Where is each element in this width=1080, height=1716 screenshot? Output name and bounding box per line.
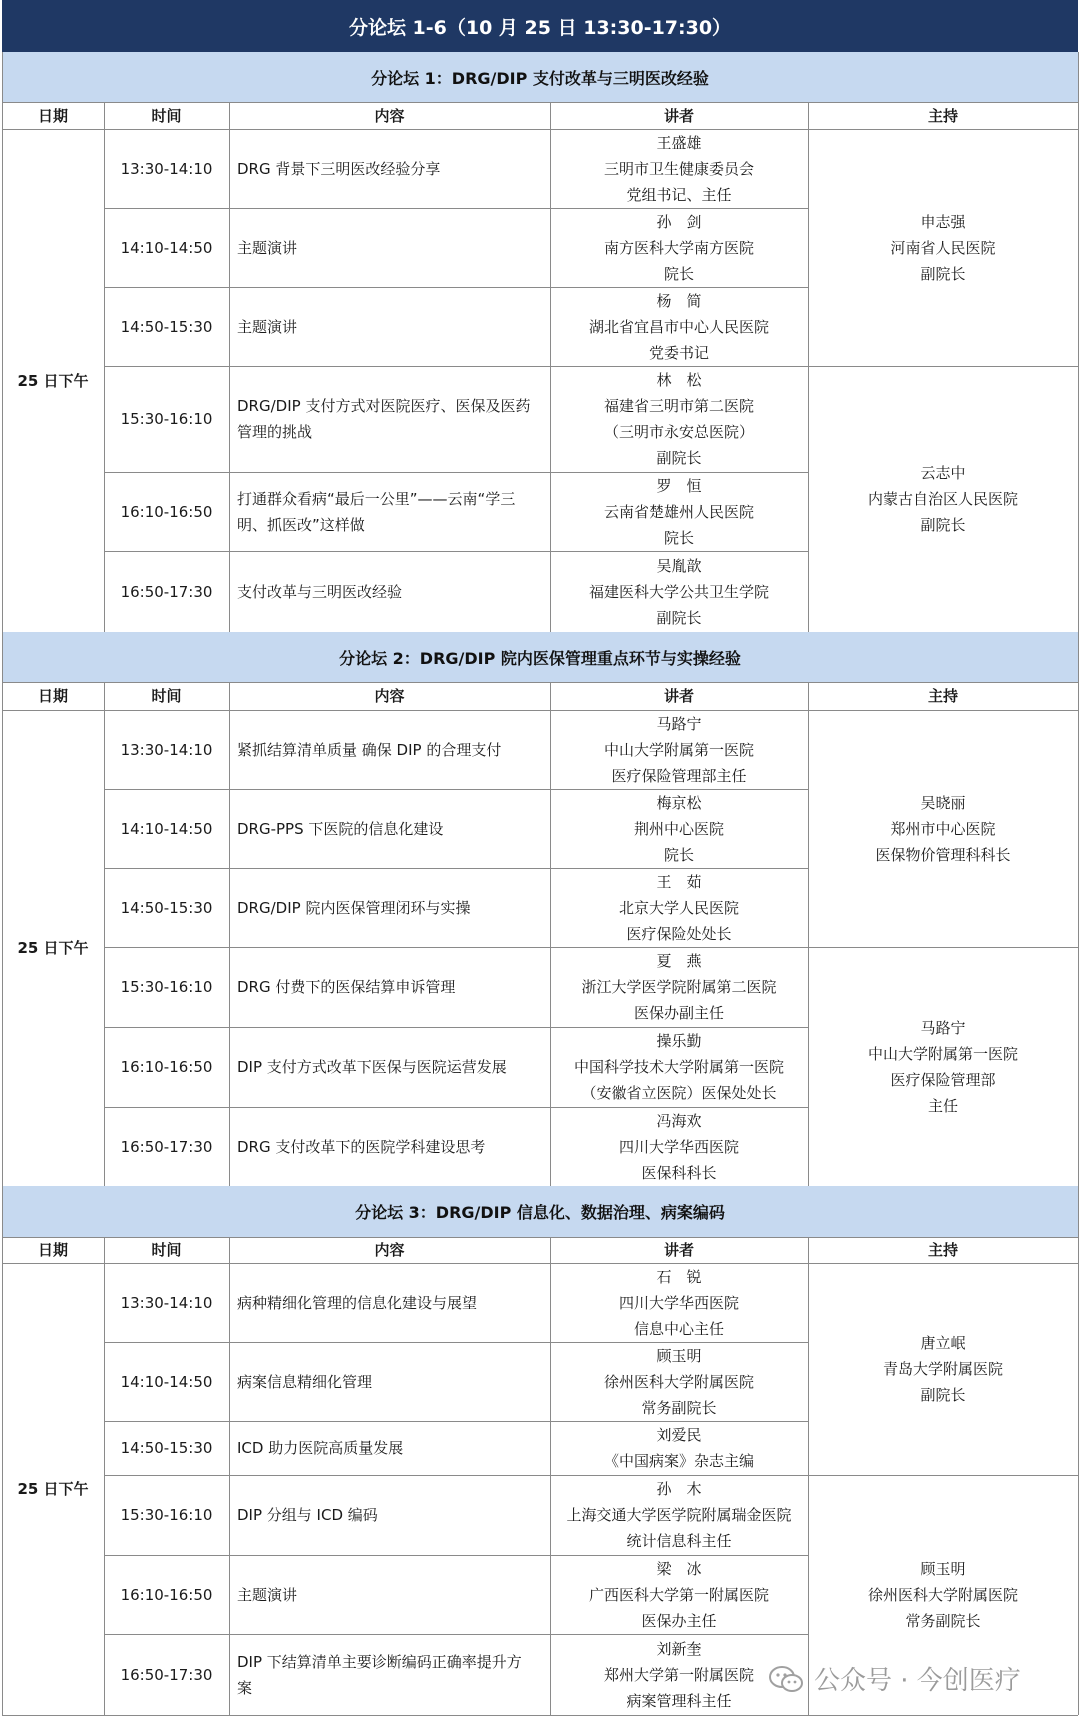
- session-speaker: [550, 1475, 808, 1555]
- host-cell-line: 云志中: [920, 464, 966, 482]
- date-cell-line: 25 日下午: [17, 371, 89, 390]
- session-time: [104, 1027, 229, 1107]
- session-topic-line: 病案信息精细化管理: [237, 1372, 373, 1391]
- host-cell-line: 河南省人民医院: [890, 238, 996, 257]
- page-title: 分论坛 1-6（10 月 25 日 13:30-17:30）: [2, 0, 1078, 52]
- host-cell: [808, 947, 1078, 1186]
- grid-line: [2, 632, 3, 1186]
- session-time: [104, 551, 229, 632]
- column-header-time: [104, 1237, 229, 1263]
- session-topic: [229, 129, 550, 208]
- session-speaker-line: 冯海欢: [656, 1111, 702, 1130]
- grid-line: [2, 1186, 3, 1715]
- session-speaker: [550, 129, 808, 208]
- session-topic-line: 主题演讲: [237, 1585, 298, 1604]
- host-cell-line: 副院长: [920, 1386, 966, 1404]
- session-speaker-line: 操乐勤: [656, 1032, 702, 1050]
- column-header-date-line: 日期: [37, 687, 68, 705]
- session-topic: [229, 947, 550, 1027]
- column-header-host-line: 主持: [927, 106, 958, 125]
- column-header-speaker-line: 讲者: [663, 687, 694, 705]
- host-cell: [808, 1263, 1078, 1475]
- session-speaker-line: 顾玉明: [656, 1346, 702, 1365]
- grid-line: [808, 1475, 1078, 1476]
- session-topic-line: DRG 背景下三明医改经验分享: [237, 159, 441, 178]
- column-header-date-line: 日期: [37, 1241, 68, 1259]
- host-cell: [808, 710, 1078, 947]
- host-cell-line: 徐州医科大学附属医院: [867, 1586, 1018, 1604]
- column-header-content: [229, 1237, 550, 1263]
- session-time-line: 16:10-16:50: [120, 1058, 213, 1076]
- grid-line: [2, 52, 3, 632]
- session-speaker-line: 荆州中心医院: [633, 819, 724, 838]
- session-topic-line: DIP 支付方式改革下医保与医院运营发展: [237, 1058, 507, 1076]
- session-topic: [229, 208, 550, 287]
- session-speaker: [550, 789, 808, 868]
- session-speaker-line: 徐州医科大学附属医院: [603, 1372, 754, 1391]
- watermark: [768, 1660, 1021, 1697]
- column-header-time-line: 时间: [151, 687, 182, 705]
- session-time: [104, 1475, 229, 1555]
- session-speaker-line: 院长: [663, 528, 694, 547]
- grid-line: [808, 102, 809, 632]
- session-speaker: [550, 1107, 808, 1186]
- session-speaker-line: 院长: [663, 845, 694, 864]
- grid-line: [808, 682, 809, 1186]
- watermark-text: 公众号 · 今创医疗: [814, 1666, 1021, 1696]
- session-topic: [229, 1555, 550, 1634]
- session-speaker-line: 病案管理科主任: [626, 1691, 732, 1710]
- column-header-date: [2, 682, 104, 710]
- session-time-line: 13:30-14:10: [120, 1293, 213, 1312]
- session-topic-line: 明、抓医改”这样做: [237, 515, 365, 534]
- session-speaker-line: 吴胤歆: [656, 556, 702, 575]
- session-time-line: 16:10-16:50: [120, 1585, 213, 1604]
- session-topic: [229, 1107, 550, 1186]
- host-cell-line: 常务副院长: [905, 1612, 981, 1630]
- grid-line: [104, 102, 105, 632]
- session-speaker-line: 副院长: [656, 449, 702, 467]
- session-speaker: [550, 1555, 808, 1634]
- date-cell: [2, 129, 104, 632]
- session-time: [104, 129, 229, 208]
- column-header-host: [808, 102, 1078, 129]
- date-cell: [2, 710, 104, 1186]
- session-speaker-line: 中国科学技术大学附属第一医院: [573, 1058, 784, 1076]
- session-time-line: 15:30-16:10: [120, 978, 213, 996]
- host-cell-line: 顾玉明: [920, 1560, 966, 1578]
- session-topic-line: DRG/DIP 支付方式对医院医疗、医保及医药: [237, 397, 531, 415]
- column-header-speaker: [550, 102, 808, 129]
- session-time: [104, 208, 229, 287]
- session-time-line: 14:50-15:30: [120, 317, 213, 336]
- session-speaker-line: 福建省三明市第二医院: [603, 397, 754, 415]
- session-topic: [229, 868, 550, 947]
- session-speaker-line: 医疗保险处处长: [626, 924, 732, 943]
- session-speaker-line: （安徽省立医院）医保处处长: [581, 1084, 777, 1102]
- column-header-speaker: [550, 682, 808, 710]
- forum-title: 分论坛 1：DRG/DIP 支付改革与三明医改经验: [2, 52, 1078, 102]
- session-speaker-line: 杨 简: [656, 291, 702, 310]
- grid-line: [550, 1237, 551, 1715]
- session-time: [104, 868, 229, 947]
- session-topic-line: 支付改革与三明医改经验: [237, 582, 403, 601]
- column-header-time: [104, 682, 229, 710]
- session-topic: [229, 366, 550, 472]
- session-speaker-line: 罗 恒: [656, 476, 702, 495]
- session-topic-line: 案: [237, 1678, 253, 1697]
- host-cell-line: 申志强: [920, 212, 966, 231]
- grid-line: [229, 1237, 230, 1715]
- session-topic: [229, 710, 550, 789]
- session-speaker-line: 医保科科长: [641, 1163, 717, 1182]
- session-speaker-line: 三明市卫生健康委员会: [603, 159, 754, 178]
- session-time: [104, 1263, 229, 1342]
- session-speaker-line: 党组书记、主任: [626, 185, 732, 204]
- session-time-line: 16:50-17:30: [120, 582, 213, 601]
- session-topic-line: DRG-PPS 下医院的信息化建设: [237, 819, 444, 838]
- session-topic-line: DRG 支付改革下的医院学科建设思考: [237, 1137, 486, 1156]
- session-speaker-line: 院长: [663, 264, 694, 283]
- column-header-host: [808, 682, 1078, 710]
- grid-line: [1078, 632, 1079, 1186]
- session-time: [104, 947, 229, 1027]
- session-speaker-line: 中山大学附属第一医院: [603, 740, 754, 759]
- column-header-date: [2, 102, 104, 129]
- session-speaker-line: 林 松: [656, 371, 702, 389]
- session-speaker-line: 医疗保险管理部主任: [611, 766, 747, 785]
- column-header-date: [2, 1237, 104, 1263]
- column-header-time-line: 时间: [151, 106, 182, 125]
- host-cell: [808, 129, 1078, 366]
- column-header-content: [229, 102, 550, 129]
- grid-line: [104, 682, 105, 1186]
- host-cell-line: 医保物价管理科科长: [875, 845, 1011, 864]
- column-header-host-line: 主持: [927, 1241, 958, 1259]
- session-time-line: 13:30-14:10: [120, 740, 213, 759]
- session-topic: [229, 287, 550, 366]
- host-cell-line: 副院长: [920, 516, 966, 534]
- session-speaker-line: 统计信息科主任: [626, 1532, 732, 1550]
- session-speaker: [550, 551, 808, 632]
- grid-line: [1078, 52, 1079, 632]
- session-speaker-line: 王 茹: [656, 872, 702, 891]
- grid-line: [229, 682, 230, 1186]
- grid-line: [808, 947, 1078, 948]
- session-topic: [229, 1027, 550, 1107]
- grid-line: [229, 102, 230, 632]
- forum-title: 分论坛 3：DRG/DIP 信息化、数据治理、病案编码: [2, 1186, 1078, 1237]
- session-topic: [229, 1263, 550, 1342]
- session-speaker-line: 梁 冰: [656, 1559, 702, 1578]
- column-header-time: [104, 102, 229, 129]
- session-time: [104, 1107, 229, 1186]
- host-cell-line: 中山大学附属第一医院: [867, 1044, 1018, 1063]
- session-time: [104, 789, 229, 868]
- session-speaker: [550, 1342, 808, 1421]
- session-speaker: [550, 710, 808, 789]
- session-speaker-line: 党委书记: [648, 343, 709, 362]
- session-speaker-line: 北京大学人民医院: [618, 898, 739, 917]
- session-speaker-line: 王盛雄: [656, 133, 702, 152]
- session-speaker-line: 云南省楚雄州人民医院: [603, 502, 754, 521]
- session-speaker: [550, 868, 808, 947]
- session-speaker-line: 梅京松: [656, 793, 702, 812]
- session-topic: [229, 551, 550, 632]
- host-cell-line: 吴晓丽: [920, 793, 966, 812]
- column-header-speaker-line: 讲者: [663, 1241, 694, 1259]
- session-speaker-line: 郑州大学第一附属医院: [603, 1665, 754, 1684]
- session-topic-line: DIP 分组与 ICD 编码: [237, 1506, 378, 1524]
- session-topic-line: 病种精细化管理的信息化建设与展望: [237, 1293, 478, 1312]
- column-header-time-line: 时间: [151, 1241, 182, 1259]
- session-speaker: [550, 366, 808, 472]
- session-speaker-line: 石 锐: [656, 1267, 702, 1286]
- session-speaker-line: 医保办副主任: [633, 1004, 724, 1022]
- session-speaker: [550, 472, 808, 551]
- column-header-content: [229, 682, 550, 710]
- session-speaker-line: 广西医科大学第一附属医院: [588, 1585, 769, 1604]
- session-topic: [229, 789, 550, 868]
- grid-line: [550, 102, 551, 632]
- session-time: [104, 1342, 229, 1421]
- grid-line: [1078, 1186, 1079, 1715]
- session-time-line: 13:30-14:10: [120, 159, 213, 178]
- session-speaker: [550, 1263, 808, 1342]
- column-header-host: [808, 1237, 1078, 1263]
- session-speaker: [550, 208, 808, 287]
- host-cell-line: 青岛大学附属医院: [882, 1360, 1003, 1378]
- host-cell: [808, 366, 1078, 632]
- session-speaker: [550, 947, 808, 1027]
- host-cell-line: 副院长: [920, 264, 966, 283]
- session-speaker: [550, 1027, 808, 1107]
- session-time-line: 14:10-14:50: [120, 1372, 213, 1391]
- session-speaker-line: 浙江大学医学院附属第二医院: [581, 978, 777, 996]
- session-speaker-line: 刘新奎: [656, 1639, 702, 1658]
- session-time-line: 15:30-16:10: [120, 410, 213, 428]
- session-speaker-line: 孙 木: [656, 1480, 702, 1498]
- session-time: [104, 472, 229, 551]
- session-speaker-line: 副院长: [656, 608, 702, 627]
- session-time: [104, 710, 229, 789]
- session-speaker: [550, 1421, 808, 1475]
- host-cell-line: 郑州市中心医院: [890, 819, 996, 838]
- session-speaker-line: 医保办主任: [641, 1611, 717, 1630]
- session-time-line: 16:10-16:50: [120, 502, 213, 521]
- session-topic-line: 管理的挑战: [237, 423, 313, 441]
- session-time: [104, 1634, 229, 1715]
- column-header-date-line: 日期: [37, 106, 68, 125]
- session-time: [104, 366, 229, 472]
- session-topic: [229, 1342, 550, 1421]
- date-cell-line: 25 日下午: [17, 939, 89, 957]
- host-cell-line: 马路宁: [920, 1018, 966, 1037]
- column-header-speaker: [550, 1237, 808, 1263]
- grid-line: [550, 682, 551, 1186]
- session-topic-line: DIP 下结算清单主要诊断编码正确率提升方: [237, 1652, 522, 1671]
- session-time-line: 15:30-16:10: [120, 1506, 213, 1524]
- grid-line: [808, 1237, 809, 1715]
- session-speaker-line: 夏 燕: [656, 952, 702, 970]
- host-cell-line: 内蒙古自治区人民医院: [867, 490, 1018, 508]
- host-cell-line: 唐立岷: [920, 1334, 966, 1352]
- session-topic-line: ICD 助力医院高质量发展: [237, 1439, 404, 1457]
- session-speaker-line: 信息中心主任: [633, 1319, 724, 1338]
- session-speaker-line: 四川大学华西医院: [618, 1293, 739, 1312]
- wechat-icon: [768, 1665, 804, 1693]
- column-header-host-line: 主持: [927, 687, 958, 705]
- host-cell-line: 医疗保险管理部: [890, 1070, 996, 1089]
- session-topic-line: 紧抓结算清单质量 确保 DIP 的合理支付: [237, 740, 502, 759]
- session-speaker-line: 马路宁: [656, 714, 702, 733]
- session-time-line: 14:10-14:50: [120, 238, 213, 257]
- session-time-line: 16:50-17:30: [120, 1137, 213, 1156]
- session-time-line: 14:50-15:30: [120, 1439, 213, 1457]
- session-topic-line: DRG/DIP 院内医保管理闭环与实操: [237, 898, 471, 917]
- session-time-line: 14:10-14:50: [120, 819, 213, 838]
- session-topic: [229, 1475, 550, 1555]
- grid-line: [808, 366, 1078, 367]
- session-time: [104, 1421, 229, 1475]
- forum-title: 分论坛 2：DRG/DIP 院内医保管理重点环节与实操经验: [2, 632, 1078, 682]
- session-time: [104, 287, 229, 366]
- session-speaker: [550, 287, 808, 366]
- date-cell: [2, 1263, 104, 1715]
- date-cell-line: 25 日下午: [17, 1480, 89, 1498]
- session-speaker-line: 刘爱民: [656, 1426, 702, 1444]
- session-speaker-line: 常务副院长: [641, 1398, 717, 1417]
- column-header-content-line: 内容: [374, 1241, 405, 1259]
- session-time-line: 16:50-17:30: [120, 1665, 213, 1684]
- grid-line: [104, 1237, 105, 1715]
- session-speaker-line: 孙 剑: [656, 212, 702, 231]
- session-speaker-line: 湖北省宜昌市中心人民医院: [588, 317, 769, 336]
- session-speaker-line: 《中国病案》杂志主编: [603, 1452, 754, 1470]
- session-topic-line: 主题演讲: [237, 317, 298, 336]
- host-cell-line: 主任: [927, 1096, 958, 1115]
- session-speaker-line: 南方医科大学南方医院: [603, 238, 754, 257]
- column-header-speaker-line: 讲者: [663, 106, 694, 125]
- session-speaker-line: 上海交通大学医学院附属瑞金医院: [566, 1506, 792, 1524]
- session-speaker-line: 四川大学华西医院: [618, 1137, 739, 1156]
- session-speaker-line: 福建医科大学公共卫生学院: [588, 582, 769, 601]
- session-topic-line: 主题演讲: [237, 238, 298, 257]
- session-topic: [229, 472, 550, 551]
- session-topic-line: 打通群众看病“最后一公里”——云南“学三: [237, 489, 516, 508]
- session-topic: [229, 1634, 550, 1715]
- session-time-line: 14:50-15:30: [120, 898, 213, 917]
- column-header-content-line: 内容: [374, 687, 405, 705]
- session-topic: [229, 1421, 550, 1475]
- session-topic-line: DRG 付费下的医保结算申诉管理: [237, 978, 456, 996]
- session-speaker-line: （三明市永安总医院）: [603, 423, 754, 441]
- session-time: [104, 1555, 229, 1634]
- column-header-content-line: 内容: [374, 106, 405, 125]
